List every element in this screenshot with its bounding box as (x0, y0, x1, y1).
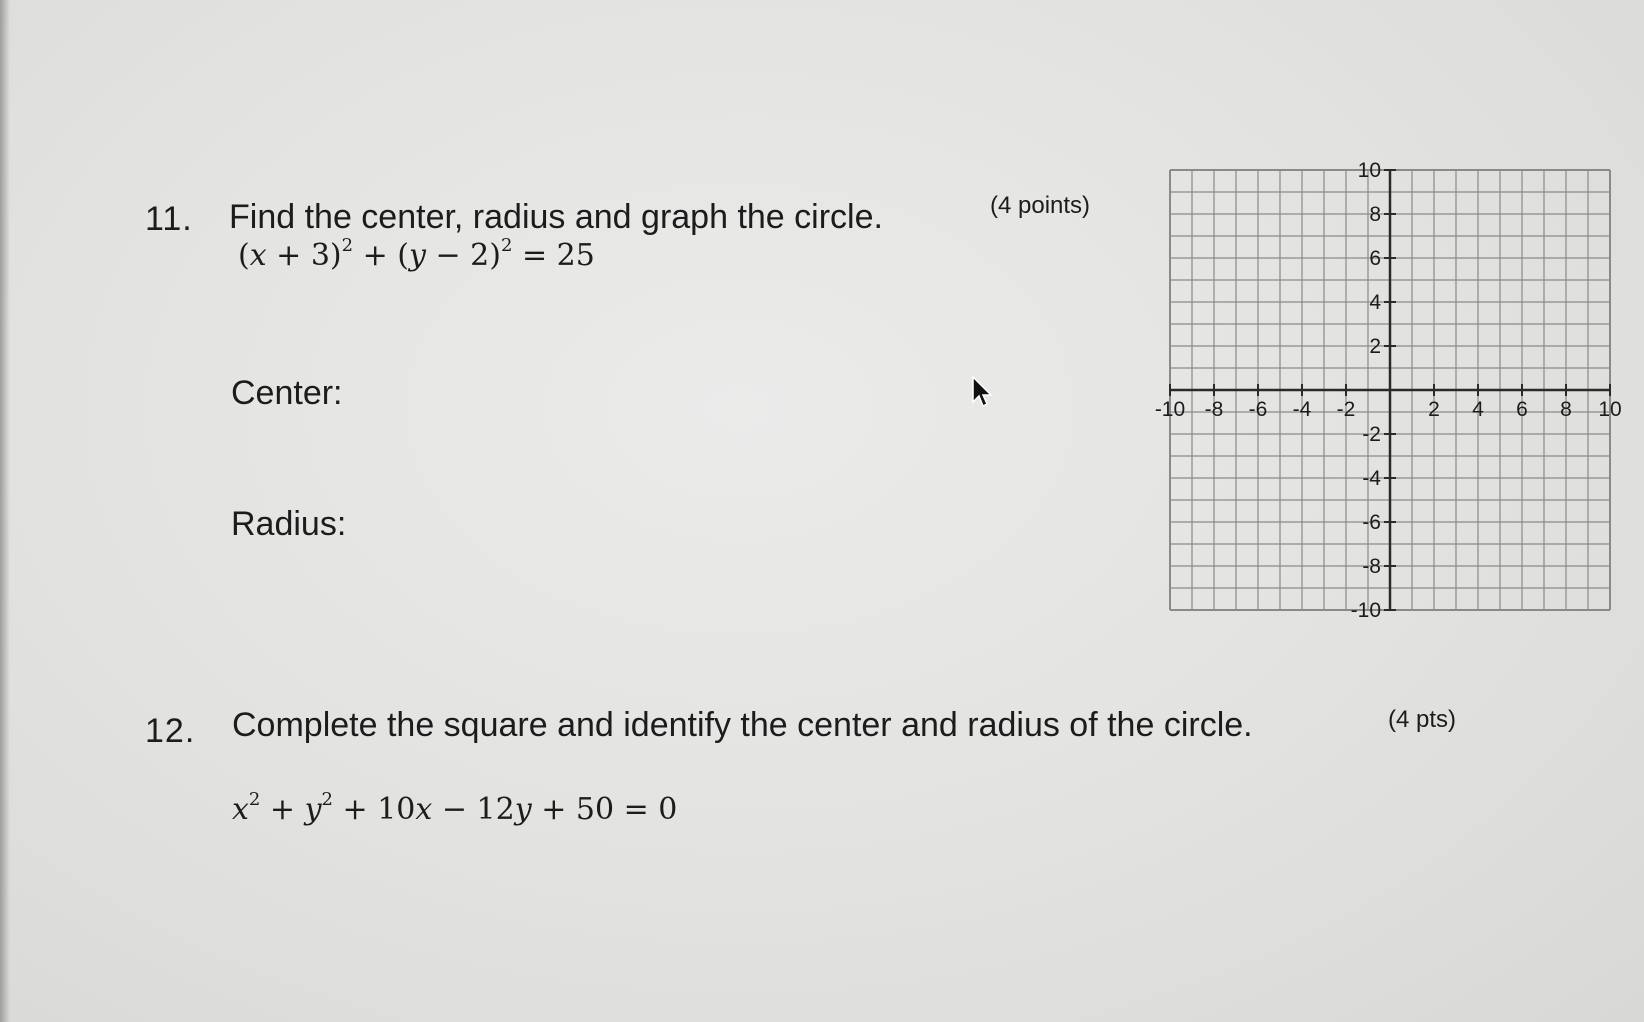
y-tick-label: -8 (1362, 555, 1381, 578)
x-tick-label: -2 (1336, 398, 1356, 421)
problem-12-points: (4 pts) (1388, 706, 1457, 733)
x-tick-label: -8 (1204, 398, 1224, 421)
x-tick-label: -6 (1248, 398, 1268, 421)
eq11-t1: ( (238, 238, 250, 273)
x-tick-label: 2 (1428, 398, 1440, 421)
eq12-e2: 2 (321, 789, 333, 810)
paper-edge-shadow (0, 0, 10, 1022)
eq11-v2: y (409, 238, 426, 273)
eq12-t1: + (260, 792, 305, 827)
coordinate-grid (1130, 150, 1630, 630)
radius-label: Radius: (231, 505, 347, 543)
problem-11-points: (4 points) (990, 192, 1091, 219)
mouse-cursor-icon (972, 376, 994, 410)
y-tick-label: 10 (1357, 159, 1381, 182)
eq11-t5: = 25 (512, 238, 595, 273)
problem-11-equation (238, 235, 595, 273)
eq12-t3: − 12 (432, 792, 515, 827)
eq12-t2: + 10 (333, 792, 416, 827)
eq11-e2: 2 (500, 235, 513, 256)
y-tick-label: 2 (1369, 335, 1381, 358)
center-label: Center: (231, 374, 343, 412)
eq11-t2: + 3) (266, 238, 342, 273)
eq12-v4: y (514, 792, 532, 827)
x-tick-label: 6 (1516, 398, 1528, 421)
eq12-e1: 2 (248, 789, 261, 810)
y-tick-label: 8 (1369, 203, 1381, 226)
y-tick-label: -2 (1362, 423, 1381, 446)
x-tick-label: 4 (1472, 398, 1484, 421)
y-tick-label: 4 (1369, 291, 1381, 314)
eq11-t3: + ( (353, 238, 410, 273)
y-tick-label: 6 (1369, 247, 1381, 270)
y-tick-label: -4 (1362, 467, 1381, 490)
eq12-v1: x (232, 792, 249, 827)
x-tick-label: 8 (1560, 398, 1572, 421)
eq12-v2: y (304, 792, 322, 827)
problem-11-instruction: Find the center, radius and graph the circle. (229, 198, 883, 236)
x-tick-label: 10 (1598, 398, 1622, 421)
eq11-e1: 2 (341, 235, 354, 256)
eq12-v3: x (415, 792, 433, 827)
eq12-t4: + 50 = 0 (531, 792, 678, 827)
problem-12-instruction: Complete the square and identify the center and radius of the circle. (232, 706, 1253, 744)
x-tick-label: -10 (1154, 398, 1186, 421)
eq11-v1: x (249, 238, 267, 273)
y-tick-label: -10 (1350, 599, 1381, 622)
problem-12-number: 12. (145, 712, 196, 750)
problem-11-number: 11. (145, 200, 193, 238)
problem-12-equation (232, 789, 678, 827)
eq11-t4: − 2) (425, 238, 501, 273)
x-tick-label: -4 (1292, 398, 1312, 421)
y-tick-label: -6 (1362, 511, 1381, 534)
x-axis-tick-labels (1155, 398, 1622, 421)
